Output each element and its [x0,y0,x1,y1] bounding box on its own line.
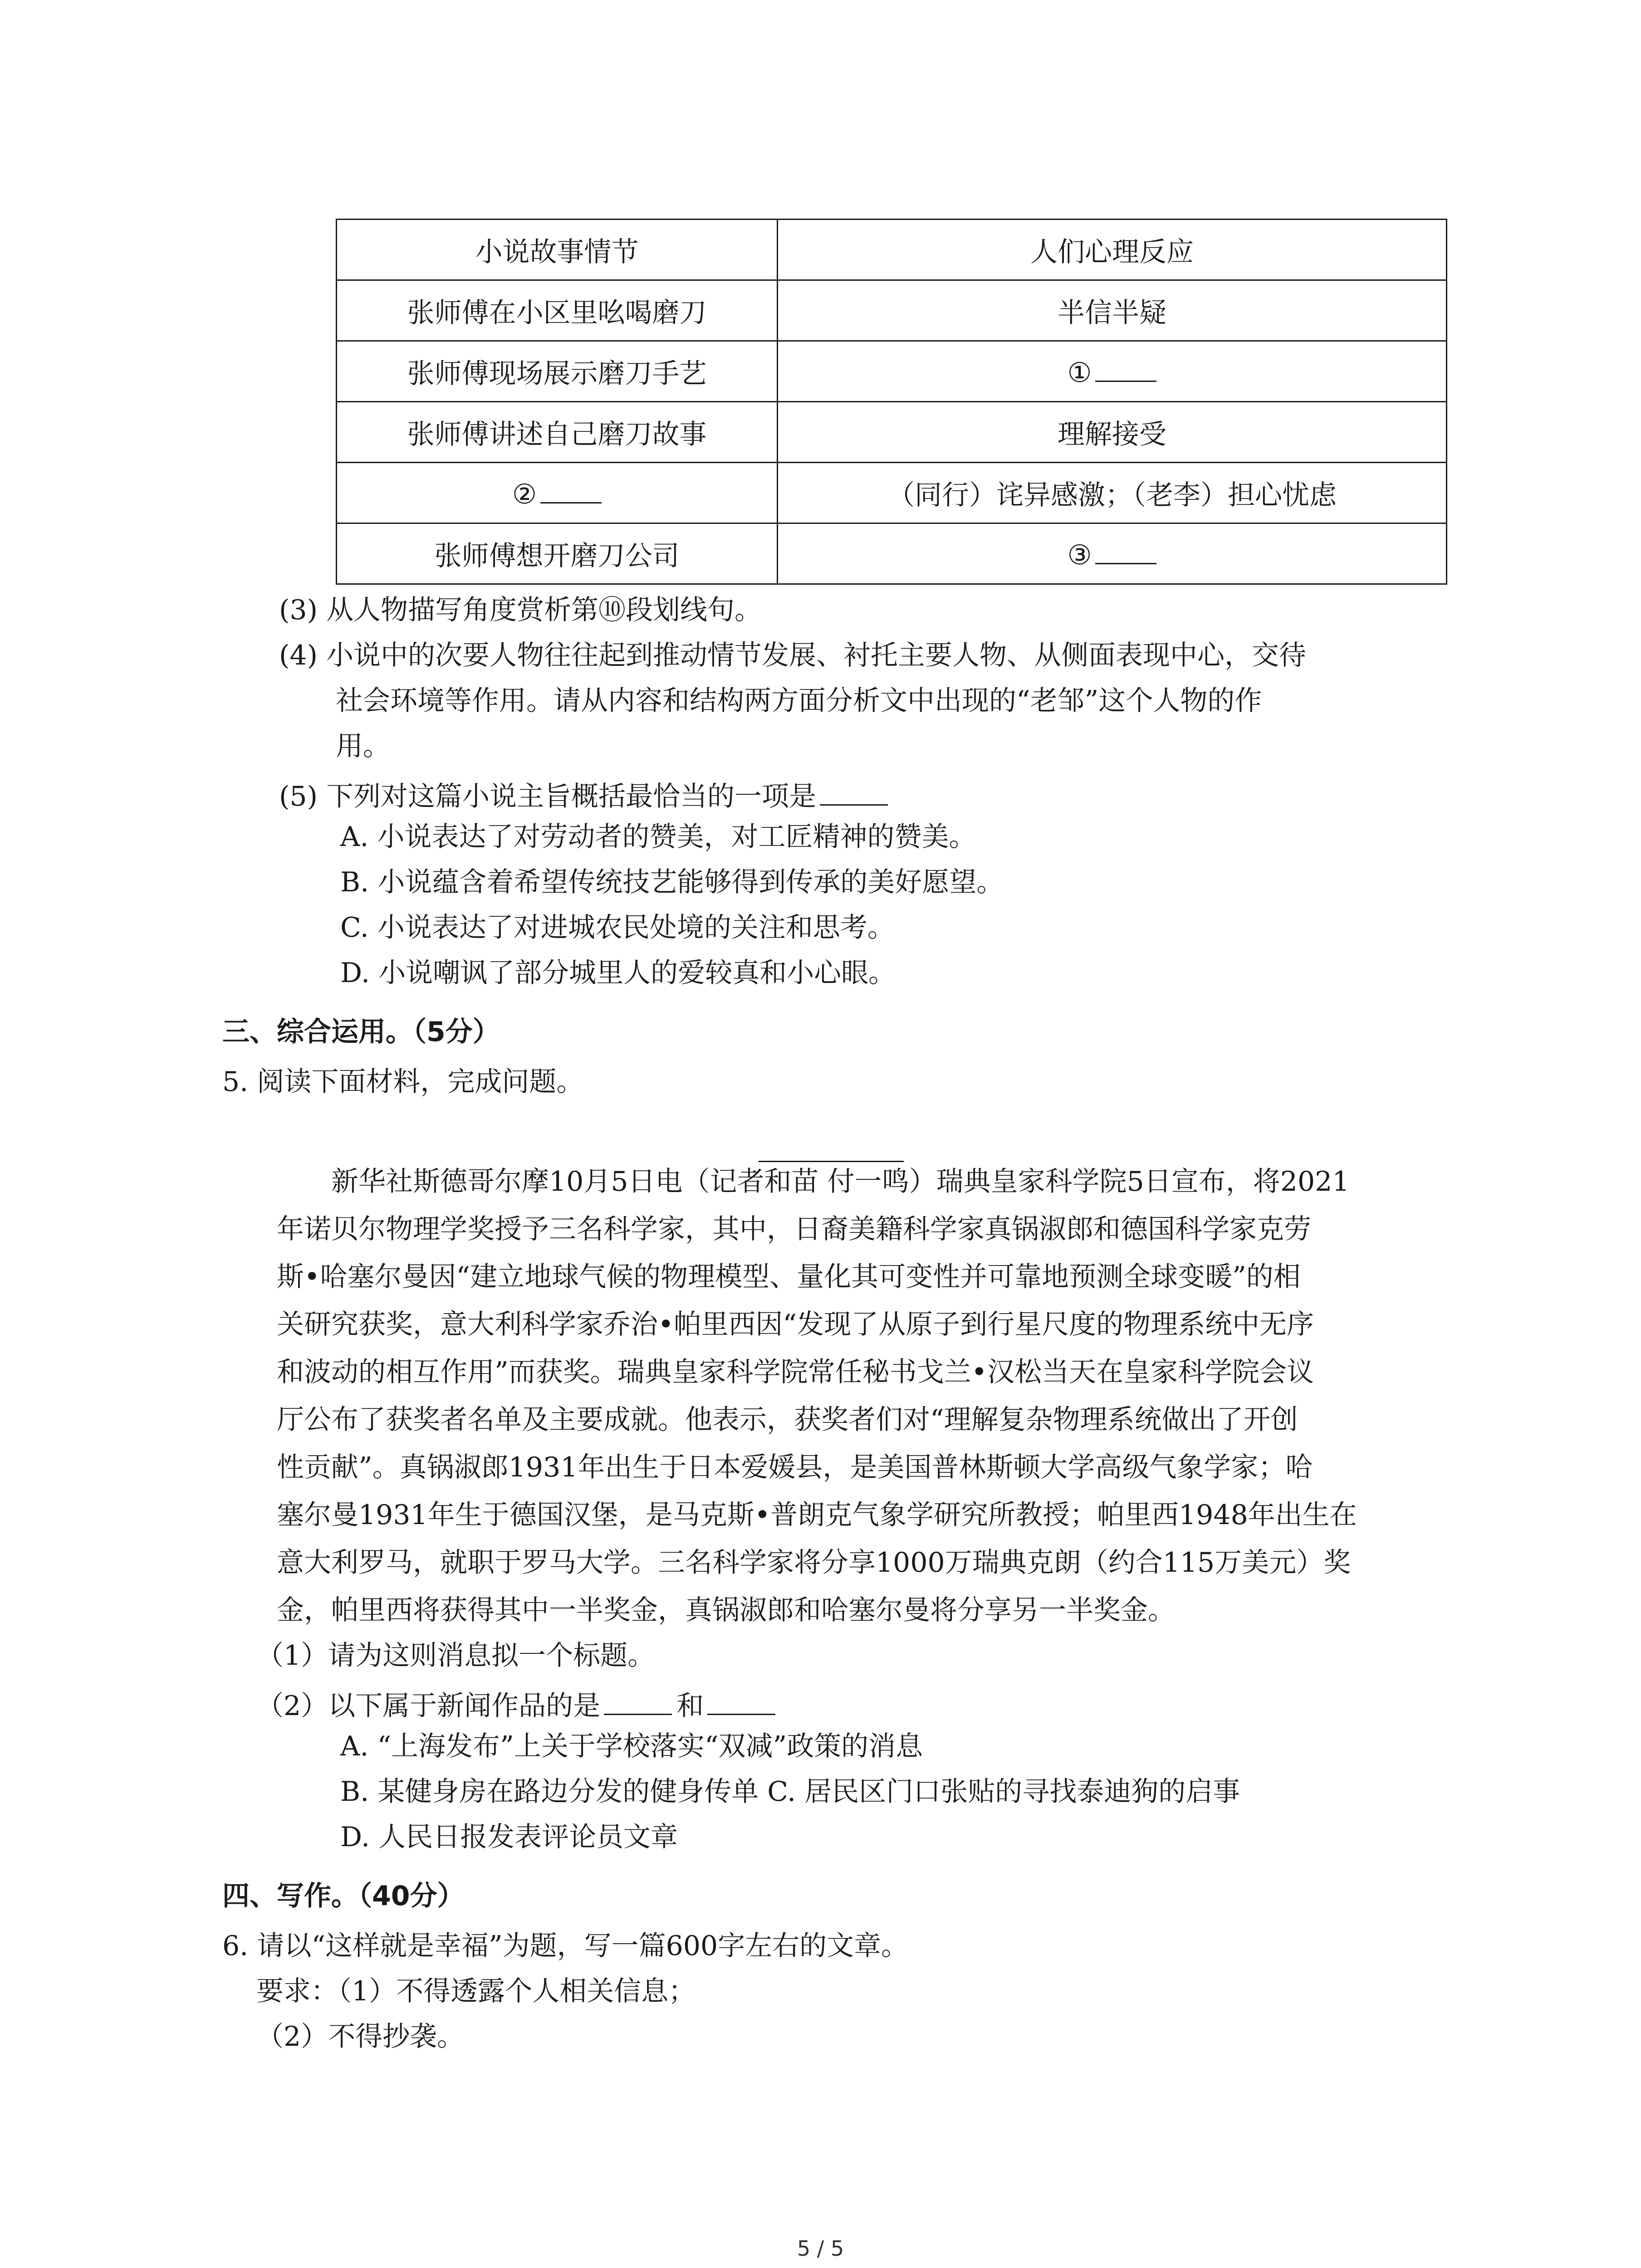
passage-line: 厅公布了获奖者名单及主要成就。他表示，获奖者们对“理解复杂物理系统做出了开创 [277,1404,1298,1436]
option-d: D. 小说嘲讽了部分城里人的爱较真和小心眼。 [340,957,896,989]
table-cell [778,523,1447,584]
table-header-cell: 人们心理反应 [778,220,1447,280]
question-4-line-2: 社会环境等作用。请从内容和结构两方面分析文中出现的“老邹”这个人物的作 [336,685,1262,717]
question-3: (3) 从人物描写角度赏析第⑩段划线句。 [279,594,762,626]
table-cell: 张师傅在小区里吆喝磨刀 [337,280,778,341]
requirement-2: （2）不得抄袭。 [256,2021,465,2053]
answer-blank[interactable] [1095,354,1156,382]
plot-reaction-table [336,219,1447,585]
passage-line: 性贡献”。真锅淑郎1931年出生于日本爱媛县，是美国普林斯顿大学高级气象学家；哈 [277,1452,1313,1483]
table-cell [778,341,1447,402]
table-cell: 张师傅讲述自己磨刀故事 [337,402,778,463]
passage-line: 年诺贝尔物理学奖授予三名科学家，其中，日裔美籍科学家真锅淑郎和德国科学家克劳 [277,1213,1311,1245]
option-a: A. 小说表达了对劳动者的赞美，对工匠精神的赞美。 [340,821,976,853]
table-row [337,341,1447,402]
table-cell: 理解接受 [778,402,1447,463]
answer-blank[interactable] [707,1687,775,1715]
question-6: 6. 请以“这样就是幸福”为题，写一篇600字左右的文章。 [222,1930,909,1962]
table-row [337,463,1447,523]
passage-line: 金，帕里西将获得其中一半奖金，真锅淑郎和哈塞尔曼将分享另一半奖金。 [277,1594,1175,1626]
option-bc: B. 某健身房在路边分发的健身传单 C. 居民区门口张贴的寻找泰迪狗的启事 [340,1776,1240,1808]
table-row [337,402,1447,463]
option-a: A. “上海发布”上关于学校落实“双减”政策的消息 [340,1730,923,1762]
passage-line: 和波动的相互作用”而获奖。瑞典皇家科学院常任秘书戈兰•汉松当天在皇家科学院会议 [277,1356,1314,1388]
table-row [337,280,1447,341]
question-4-line-3: 用。 [336,730,390,762]
passage-line: 意大利罗马，就职于罗马大学。三名科学家将分享1000万瑞典克朗（约合115万美元）奖 [277,1547,1351,1579]
blank-label: ③ [1067,539,1092,571]
passage-line: 斯•哈塞尔曼因“建立地球气候的物理模型、量化其可变性并可靠地预测全球变暖”的相 [277,1261,1301,1293]
table-header-row [337,220,1447,280]
and-label: 和 [676,1690,704,1722]
question-5-intro: 5. 阅读下面材料，完成问题。 [222,1066,584,1098]
passage-line: 关研究获奖，意大利科学家乔治•帕里西因“发现了从原子到行星尺度的物理系统中无序 [277,1309,1314,1340]
section-3-heading: 三、综合运用。（5分） [222,1016,500,1048]
byline-underline [759,1161,904,1162]
sub-question-1: （1）请为这则消息拟一个标题。 [256,1640,655,1672]
page-number: 5 / 5 [797,2236,844,2261]
table-cell: 张师傅现场展示磨刀手艺 [337,341,778,402]
question-5-stem: (5) 下列对这篇小说主旨概括最恰当的一项是 [279,781,817,812]
answer-blank[interactable] [1095,537,1156,564]
option-b: B. 小说蕴含着希望传统技艺能够得到传承的美好愿望。 [340,866,1004,898]
passage-line: 塞尔曼1931年生于德国汉堡，是马克斯•普朗克气象学研究所教授；帕里西1948年出生在 [277,1499,1357,1531]
section-4-heading: 四、写作。（40分） [222,1880,465,1912]
blank-label: ① [1067,357,1092,389]
blank-label: ② [512,478,537,510]
table-header-cell: 小说故事情节 [337,220,778,280]
answer-blank[interactable] [820,778,888,806]
option-c: C. 小说表达了对进城农民处境的关注和思考。 [340,912,895,943]
option-d: D. 人民日报发表评论员文章 [340,1821,678,1853]
table-cell: 张师傅想开磨刀公司 [337,523,778,584]
requirement-1: 要求：（1）不得透露个人相关信息； [256,1975,696,2007]
answer-blank[interactable] [540,476,602,503]
sub-question-2-stem: （2）以下属于新闻作品的是 [256,1690,601,1722]
table-cell: （同行）诧异感激；（老李）担心忧虑 [778,463,1447,523]
question-4-line-1: (4) 小说中的次要人物往往起到推动情节发展、衬托主要人物、从侧面表现中心，交待 [279,640,1307,671]
answer-blank[interactable] [604,1687,672,1715]
question-5 [279,778,888,810]
table-cell [337,463,778,523]
table-row [337,523,1447,584]
table-cell: 半信半疑 [778,280,1447,341]
passage-line: 新华社斯德哥尔摩10月5日电（记者和苗 付一鸣）瑞典皇家科学院5日宣布，将2021 [331,1166,1350,1198]
sub-question-2 [256,1687,775,1720]
